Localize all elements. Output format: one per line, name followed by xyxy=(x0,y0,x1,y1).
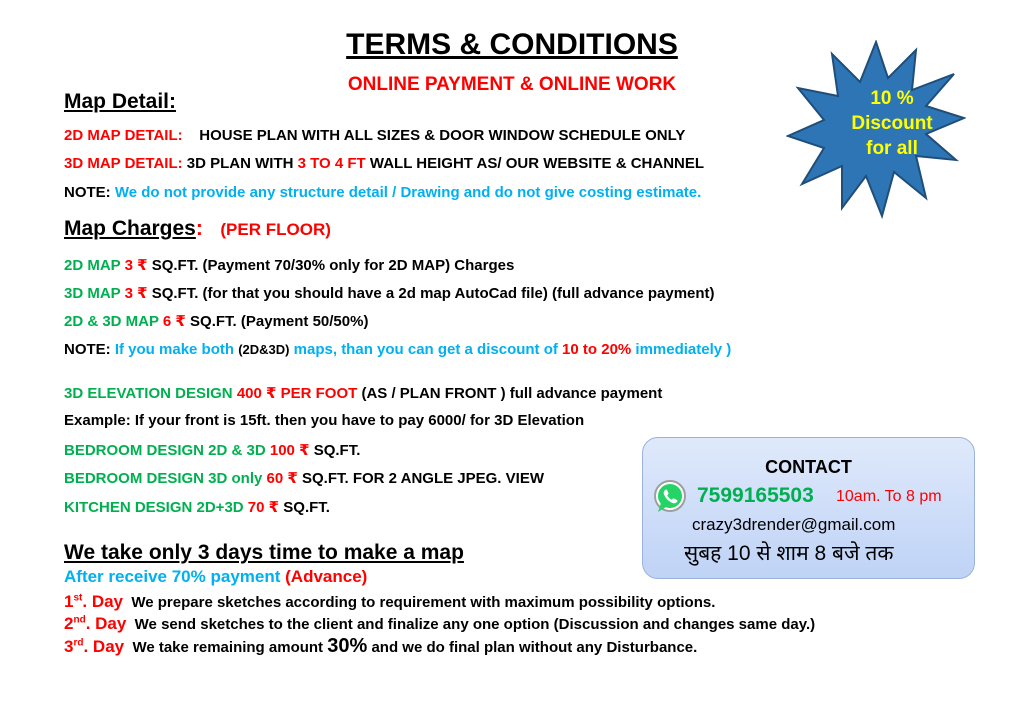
bedroom1-b: 100 ₹ xyxy=(269,442,310,459)
map-detail-line-2d xyxy=(64,127,685,144)
elevation-b: 400 ₹ PER FOOT xyxy=(236,385,358,402)
page-title: TERMS & CONDITIONS xyxy=(346,28,678,61)
day2-label: . Day xyxy=(85,614,127,633)
charge-2d-a: 2D MAP xyxy=(64,257,121,274)
kitchen-design xyxy=(64,498,330,516)
after-a: After receive 70% payment xyxy=(64,567,281,586)
day2-num: 2 xyxy=(64,614,74,633)
charge-2d-b: 3 ₹ xyxy=(124,257,148,274)
discount-line-2: Discount xyxy=(851,113,933,134)
text-3d-b: 3 TO 4 FT xyxy=(297,155,366,172)
bedroom2-a: BEDROOM DESIGN 3D only xyxy=(64,470,263,487)
day3-num: 3 xyxy=(64,637,74,656)
map-detail-heading xyxy=(64,90,176,114)
charge-3d-b: 3 ₹ xyxy=(124,285,148,302)
discount-line-3: for all xyxy=(866,138,918,159)
map-detail-note xyxy=(64,184,701,201)
charges-note xyxy=(64,341,731,358)
contact-hindi-hours: सुबह 10 से शाम 8 बजे तक xyxy=(684,542,894,565)
text-3d-a: 3D PLAN WITH xyxy=(186,155,294,172)
contact-hours: 10am. To 8 pm xyxy=(836,488,942,505)
map-detail-heading-text: Map Detail: xyxy=(64,90,177,113)
kitchen-c: SQ.FT. xyxy=(283,499,330,516)
kitchen-a: KITCHEN DESIGN 2D+3D xyxy=(64,499,244,516)
contact-phone[interactable]: 7599165503 xyxy=(697,484,814,507)
bedroom1-a: BEDROOM DESIGN 2D & 3D xyxy=(64,442,266,459)
elevation-c: (AS / PLAN FRONT ) full advance payment xyxy=(361,385,663,402)
per-floor-label: (PER FLOOR) xyxy=(220,220,331,239)
contact-email[interactable]: crazy3drender@gmail.com xyxy=(692,515,896,534)
timeline-heading xyxy=(64,541,464,565)
charge-3d-a: 3D MAP xyxy=(64,285,121,302)
charge-2d-c: SQ.FT. (Payment 70/30% only for 2D MAP) Charges xyxy=(151,257,515,274)
charge-2d3d-b: 6 ₹ xyxy=(162,313,186,330)
elevation-example: Example: If your front is 15ft. then you have to pay 6000/ for 3D Elevation xyxy=(64,412,585,429)
bedroom1-c: SQ.FT. xyxy=(313,442,361,459)
text-2d-map-detail: HOUSE PLAN WITH ALL SIZES & DOOR WINDOW SCHEDULE ONLY xyxy=(199,127,686,144)
bedroom-design-2d3d xyxy=(64,441,360,459)
charges-note-d: 10 to 20% xyxy=(562,341,632,358)
charge-2d xyxy=(64,256,514,274)
charge-2d3d-a: 2D & 3D MAP xyxy=(64,313,159,330)
charge-3d xyxy=(64,284,715,302)
elevation-a: 3D ELEVATION DESIGN xyxy=(64,385,233,402)
map-charges-colon: : xyxy=(195,217,203,240)
discount-line-1: 10 % xyxy=(870,88,914,109)
label-3d-map-detail: 3D MAP DETAIL: xyxy=(64,155,183,172)
charges-note-label: NOTE: xyxy=(64,341,111,358)
label-2d-map-detail: 2D MAP DETAIL: xyxy=(64,127,183,144)
timeline-after xyxy=(64,567,367,587)
elevation-design xyxy=(64,384,662,402)
charges-note-e: immediately ) xyxy=(635,341,732,358)
page-subtitle: ONLINE PAYMENT & ONLINE WORK xyxy=(347,74,677,95)
day-3 xyxy=(64,635,697,658)
charges-note-c: maps, than you can get a discount of xyxy=(293,341,558,358)
text-3d-c: WALL HEIGHT AS/ OUR WEBSITE & CHANNEL xyxy=(369,155,705,172)
bedroom2-b: 60 ₹ xyxy=(266,470,298,487)
map-charges-heading-text: Map Charges xyxy=(64,217,196,240)
note-label: NOTE: xyxy=(64,184,111,201)
day-2 xyxy=(64,614,815,634)
contact-title: CONTACT xyxy=(765,457,852,477)
day3-label: . Day xyxy=(83,637,125,656)
charge-2d-3d xyxy=(64,312,368,330)
charge-2d3d-c: SQ.FT. (Payment 50/50%) xyxy=(190,313,369,330)
charges-note-a: If you make both xyxy=(114,341,235,358)
map-charges-heading xyxy=(64,217,331,241)
day2-text: We send sketches to the client and finalize any one option (Discussion and changes same day.) xyxy=(134,616,816,633)
day1-label: . Day xyxy=(82,592,124,611)
discount-badge-text xyxy=(812,86,972,161)
day2-sup: nd xyxy=(73,614,86,626)
whatsapp-icon xyxy=(652,479,688,515)
after-b: (Advance) xyxy=(285,567,368,586)
day3-c: and we do final plan without any Disturbance. xyxy=(371,639,698,656)
note-text: We do not provide any structure detail / Drawing and do not give costing estimate. xyxy=(114,184,702,201)
charge-3d-c: SQ.FT. (for that you should have a 2d map AutoCad file) (full advance payment) xyxy=(151,285,715,302)
day1-text: We prepare sketches according to requirement with maximum possibility options. xyxy=(131,594,716,611)
kitchen-b: 70 ₹ xyxy=(247,499,280,516)
day1-num: 1 xyxy=(64,592,74,611)
map-detail-line-3d xyxy=(64,155,704,172)
day-1 xyxy=(64,592,715,612)
bedroom2-c: SQ.FT. FOR 2 ANGLE JPEG. VIEW xyxy=(302,470,544,487)
day3-sup: rd xyxy=(73,637,84,649)
charges-note-b: (2D&3D) xyxy=(238,342,290,357)
timeline-heading-text: We take only 3 days time to make a map xyxy=(64,541,464,564)
bedroom-design-3d xyxy=(64,469,544,487)
day3-a: We take remaining amount xyxy=(132,639,324,656)
day3-b: 30% xyxy=(327,635,368,657)
day1-sup: st xyxy=(73,592,83,604)
